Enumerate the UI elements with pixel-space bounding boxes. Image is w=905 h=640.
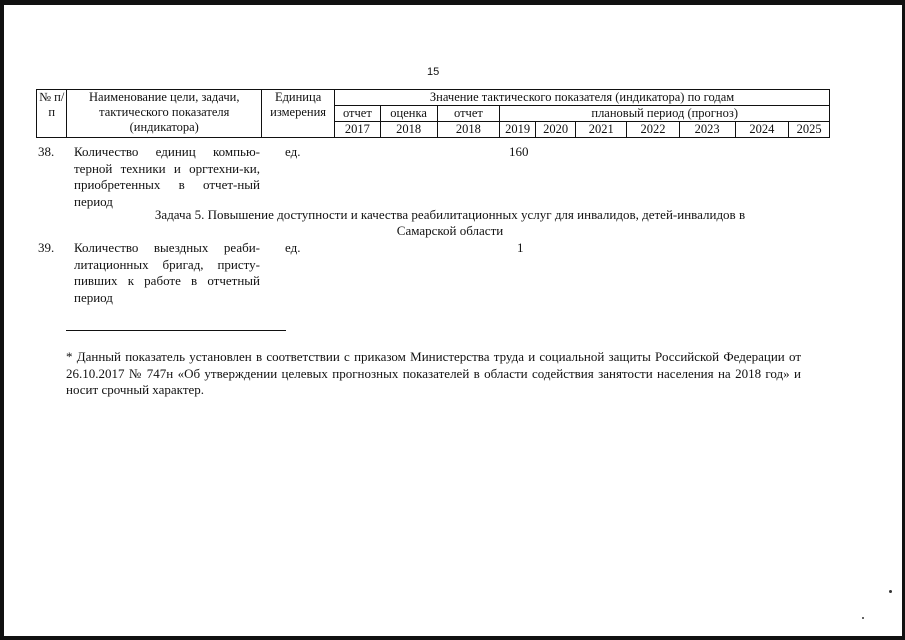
indicators-table-header: [36, 89, 830, 138]
scan-border-left: [0, 0, 4, 640]
row-38-value: 160: [509, 144, 529, 159]
header-year: 2018: [380, 122, 437, 138]
header-year: 2023: [679, 122, 735, 138]
scan-border-top: [0, 0, 905, 5]
header-report-2: отчет: [437, 106, 500, 122]
header-year: 2025: [789, 122, 830, 138]
scan-artifact: [862, 617, 864, 619]
header-unit: Единица измерения: [262, 90, 335, 138]
scan-artifact: [889, 590, 892, 593]
row-38-name: Количество единиц компью-терной техники и оргтехни-ки, приобретенных в отчет-ный период: [74, 144, 260, 209]
header-name: Наименование цели, задачи, тактического показателя (индикатора): [67, 90, 262, 138]
task-5-heading: Задача 5. Повышение доступности и качества реабилитационных услуг для инвалидов, детей-инвалидов в Самарской области: [154, 207, 746, 238]
header-year: 2021: [576, 122, 627, 138]
row-39-number: 39.: [38, 240, 55, 255]
header-year: 2020: [535, 122, 576, 138]
header-values: Значение тактического показателя (индикатора) по годам: [335, 90, 830, 106]
page-number: 15: [427, 66, 440, 78]
row-39-value: 1: [517, 240, 524, 255]
header-year: 2024: [735, 122, 789, 138]
header-plan-period: плановый период (прогноз): [500, 106, 830, 122]
scan-border-bottom: [0, 636, 905, 640]
row-39-unit: ед.: [285, 240, 301, 255]
header-year: 2017: [335, 122, 381, 138]
header-report-1: отчет: [335, 106, 381, 122]
header-year: 2019: [500, 122, 535, 138]
footnote-divider: [66, 330, 286, 331]
row-38-unit: ед.: [285, 144, 301, 159]
header-num: № п/п: [37, 90, 67, 138]
row-38-number: 38.: [38, 144, 55, 159]
footnote: * Данный показатель установлен в соответствии с приказом Министерства труда и социальной защиты Российской Федерации от 26.10.2017 № 747н «Об утверждении целевых прогнозных показателей в области содействия занятости населения на 2018 год» и носит срочный характер.: [66, 349, 801, 397]
row-39-name: Количество выездных реаби-литационных бригад, присту-пивших к работе в отчетный период: [74, 240, 260, 305]
header-year: 2022: [627, 122, 680, 138]
header-year: 2018: [437, 122, 500, 138]
header-estimate: оценка: [380, 106, 437, 122]
